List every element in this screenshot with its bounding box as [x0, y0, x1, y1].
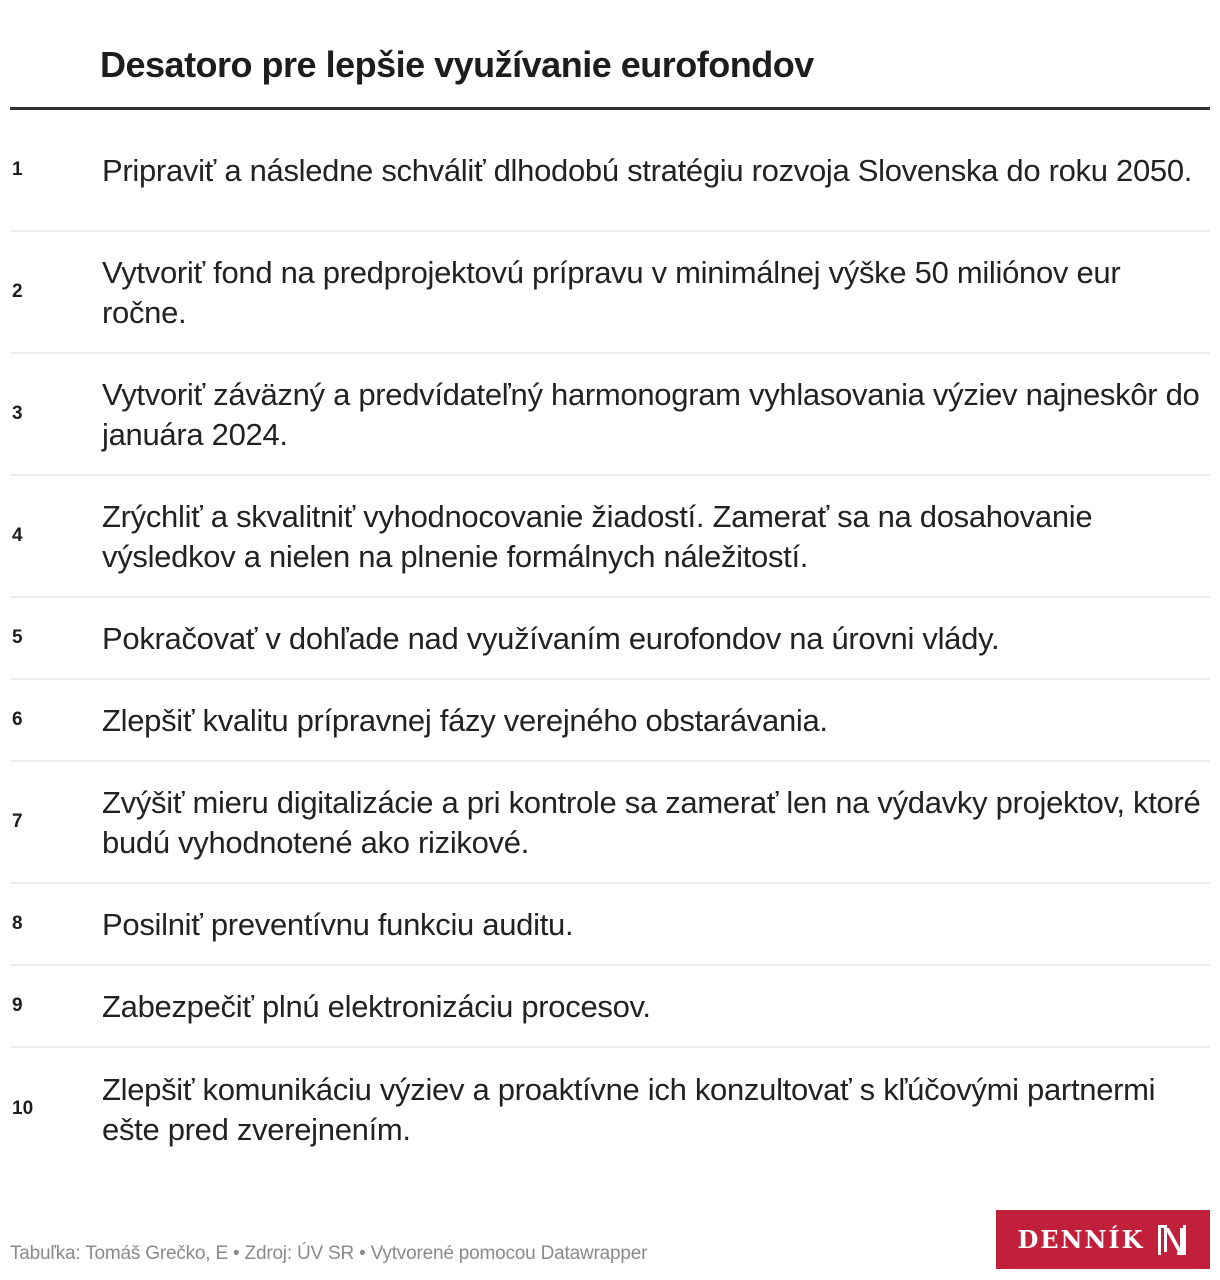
- row-number: 10: [12, 1098, 34, 1119]
- row-text: Vytvoriť záväzný a predvídateľný harmonogram vyhlasovania výziev najneskôr do januára 2024.: [102, 377, 1200, 452]
- row-number: 6: [12, 709, 23, 730]
- table-row: [10, 476, 1210, 598]
- row-text: Zlepšiť komunikáciu výziev a proaktívne ich konzultovať s kľúčovými partnermi ešte pred zverejnením.: [102, 1072, 1156, 1147]
- source-footer: Tabuľka: Tomáš Grečko, E • Zdroj: ÚV SR • Vytvorené pomocou Datawrapper: [10, 1243, 648, 1264]
- row-number: 1: [12, 159, 23, 180]
- row-text: Zvýšiť mieru digitalizácie a pri kontrole sa zamerať len na výdavky projektov, ktoré budú vyhodnotené ako rizikové.: [102, 785, 1201, 860]
- logo-text: DENNÍK: [1017, 1225, 1145, 1254]
- table-row: [10, 762, 1210, 884]
- row-text: Zrýchliť a skvalitniť vyhodnocovanie žiadostí. Zamerať sa na dosahovanie výsledkov a nielen na plnenie formálnych náležitostí.: [102, 499, 1093, 574]
- row-text: Zlepšiť kvalitu prípravnej fázy verejného obstarávania.: [102, 703, 828, 738]
- table-row: [10, 966, 1210, 1048]
- recommendations-table: [10, 110, 1210, 1170]
- row-number: 9: [12, 995, 23, 1016]
- row-text: Pripraviť a následne schváliť dlhodobú stratégiu rozvoja Slovenska do roku 2050.: [102, 153, 1193, 188]
- row-text: Vytvoriť fond na predprojektovú prípravu v minimálnej výške 50 miliónov eur ročne.: [102, 255, 1121, 330]
- row-text: Pokračovať v dohľade nad využívaním eurofondov na úrovni vlády.: [102, 621, 1000, 656]
- table-row: [10, 884, 1210, 966]
- table-title: Desatoro pre lepšie využívanie eurofondov: [100, 44, 814, 85]
- row-number: 5: [12, 627, 23, 648]
- table-row: [10, 598, 1210, 680]
- table-row: [10, 110, 1210, 232]
- row-number: 8: [12, 913, 23, 934]
- table-row: [10, 354, 1210, 476]
- n-square-icon: [1155, 1222, 1189, 1258]
- row-number: 7: [12, 811, 23, 832]
- table-row: [10, 232, 1210, 354]
- row-text: Posilniť preventívnu funkciu auditu.: [102, 907, 574, 942]
- table-row: [10, 680, 1210, 762]
- row-number: 2: [12, 281, 23, 302]
- table-row: [10, 1048, 1210, 1170]
- row-number: 4: [12, 525, 23, 546]
- row-text: Zabezpečiť plnú elektronizáciu procesov.: [102, 989, 651, 1024]
- dennik-n-logo[interactable]: [996, 1210, 1210, 1269]
- row-number: 3: [12, 403, 23, 424]
